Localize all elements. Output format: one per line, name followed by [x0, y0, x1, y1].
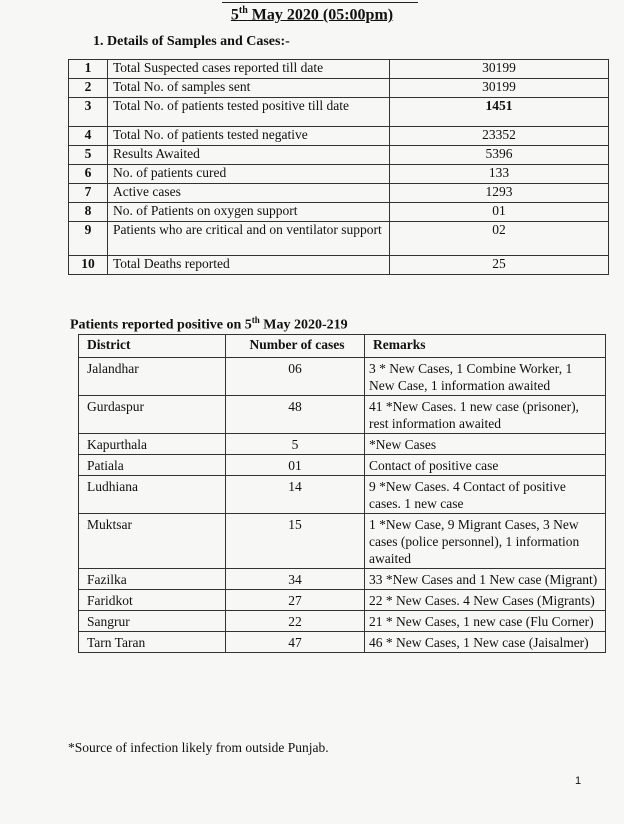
row-label: Total No. of patients tested negative [108, 127, 390, 146]
report-date: 5th May 2020 (05:00pm) [230, 5, 394, 24]
cases-cell: 01 [226, 455, 365, 476]
row-value: 30199 [390, 60, 609, 79]
district-cell: Kapurthala [79, 434, 226, 455]
district-cell: Fazilka [79, 569, 226, 590]
row-value: 133 [390, 165, 609, 184]
row-value: 25 [390, 256, 609, 275]
table-row [69, 127, 609, 146]
header-remarks: Remarks [365, 335, 606, 358]
table-header-row [79, 335, 606, 358]
remarks-cell: 33 *New Cases and 1 New case (Migrant) [365, 569, 606, 590]
remarks-cell: Contact of positive case [365, 455, 606, 476]
remarks-cell: 41 *New Cases. 1 new case (prisoner), rest information awaited [365, 396, 606, 434]
row-label: No. of patients cured [108, 165, 390, 184]
row-label: Total Deaths reported [108, 256, 390, 275]
cases-cell: 34 [226, 569, 365, 590]
row-label: Total Suspected cases reported till date [108, 60, 390, 79]
row-label: Active cases [108, 184, 390, 203]
cases-cell: 14 [226, 476, 365, 514]
row-number: 7 [69, 184, 108, 203]
remarks-cell: 22 * New Cases. 4 New Cases (Migrants) [365, 590, 606, 611]
row-number: 2 [69, 79, 108, 98]
table-row [79, 358, 606, 396]
table-row [69, 203, 609, 222]
table-row [79, 455, 606, 476]
row-value: 01 [390, 203, 609, 222]
section1-title: 1. Details of Samples and Cases:- [93, 34, 290, 49]
row-label: No. of Patients on oxygen support [108, 203, 390, 222]
table-row [79, 569, 606, 590]
row-value: 1451 [390, 98, 609, 127]
table-row [79, 434, 606, 455]
district-cell: Muktsar [79, 514, 226, 569]
row-label: Results Awaited [108, 146, 390, 165]
samples-cases-table [68, 59, 609, 275]
district-cases-table [78, 334, 606, 653]
row-number: 5 [69, 146, 108, 165]
row-number: 8 [69, 203, 108, 222]
row-value: 1293 [390, 184, 609, 203]
table-row [69, 146, 609, 165]
table-row [69, 79, 609, 98]
remarks-cell: 9 *New Cases. 4 Contact of positive cases. 1 new case [365, 476, 606, 514]
table-row [79, 396, 606, 434]
row-label: Total No. of patients tested positive till date [108, 98, 390, 127]
remarks-cell: *New Cases [365, 434, 606, 455]
district-cell: Gurdaspur [79, 396, 226, 434]
row-label: Total No. of samples sent [108, 79, 390, 98]
district-cell: Jalandhar [79, 358, 226, 396]
row-number: 9 [69, 222, 108, 256]
row-value: 30199 [390, 79, 609, 98]
table-row [79, 611, 606, 632]
page-number: 1 [575, 775, 582, 787]
header-district: District [79, 335, 226, 358]
remarks-cell: 3 * New Cases, 1 Combine Worker, 1 New Case, 1 information awaited [365, 358, 606, 396]
table-row [79, 514, 606, 569]
district-cell: Patiala [79, 455, 226, 476]
row-value: 5396 [390, 146, 609, 165]
cases-cell: 22 [226, 611, 365, 632]
cases-cell: 06 [226, 358, 365, 396]
table-row [79, 476, 606, 514]
table-row [69, 256, 609, 275]
remarks-cell: 21 * New Cases, 1 new case (Flu Corner) [365, 611, 606, 632]
cases-cell: 47 [226, 632, 365, 653]
table-row [79, 632, 606, 653]
row-value: 23352 [390, 127, 609, 146]
cases-cell: 15 [226, 514, 365, 569]
section2-title: Patients reported positive on 5th May 2020-219 [70, 315, 348, 333]
cases-cell: 48 [226, 396, 365, 434]
remarks-cell: 46 * New Cases, 1 New case (Jaisalmer) [365, 632, 606, 653]
district-cell: Faridkot [79, 590, 226, 611]
table-row [69, 98, 609, 127]
cases-cell: 5 [226, 434, 365, 455]
table-row [79, 590, 606, 611]
table-row [69, 184, 609, 203]
district-cell: Tarn Taran [79, 632, 226, 653]
header-rule [222, 2, 418, 3]
district-cell: Ludhiana [79, 476, 226, 514]
table-row [69, 222, 609, 256]
footnote: *Source of infection likely from outside Punjab. [68, 740, 329, 755]
row-number: 10 [69, 256, 108, 275]
row-value: 02 [390, 222, 609, 256]
row-number: 3 [69, 98, 108, 127]
remarks-cell: 1 *New Case, 9 Migrant Cases, 3 New cases (police personnel), 1 information awaited [365, 514, 606, 569]
row-number: 1 [69, 60, 108, 79]
district-cell: Sangrur [79, 611, 226, 632]
header-cases: Number of cases [226, 335, 365, 358]
row-label: Patients who are critical and on ventilator support [108, 222, 390, 256]
table-row [69, 60, 609, 79]
row-number: 6 [69, 165, 108, 184]
cases-cell: 27 [226, 590, 365, 611]
table-row [69, 165, 609, 184]
row-number: 4 [69, 127, 108, 146]
